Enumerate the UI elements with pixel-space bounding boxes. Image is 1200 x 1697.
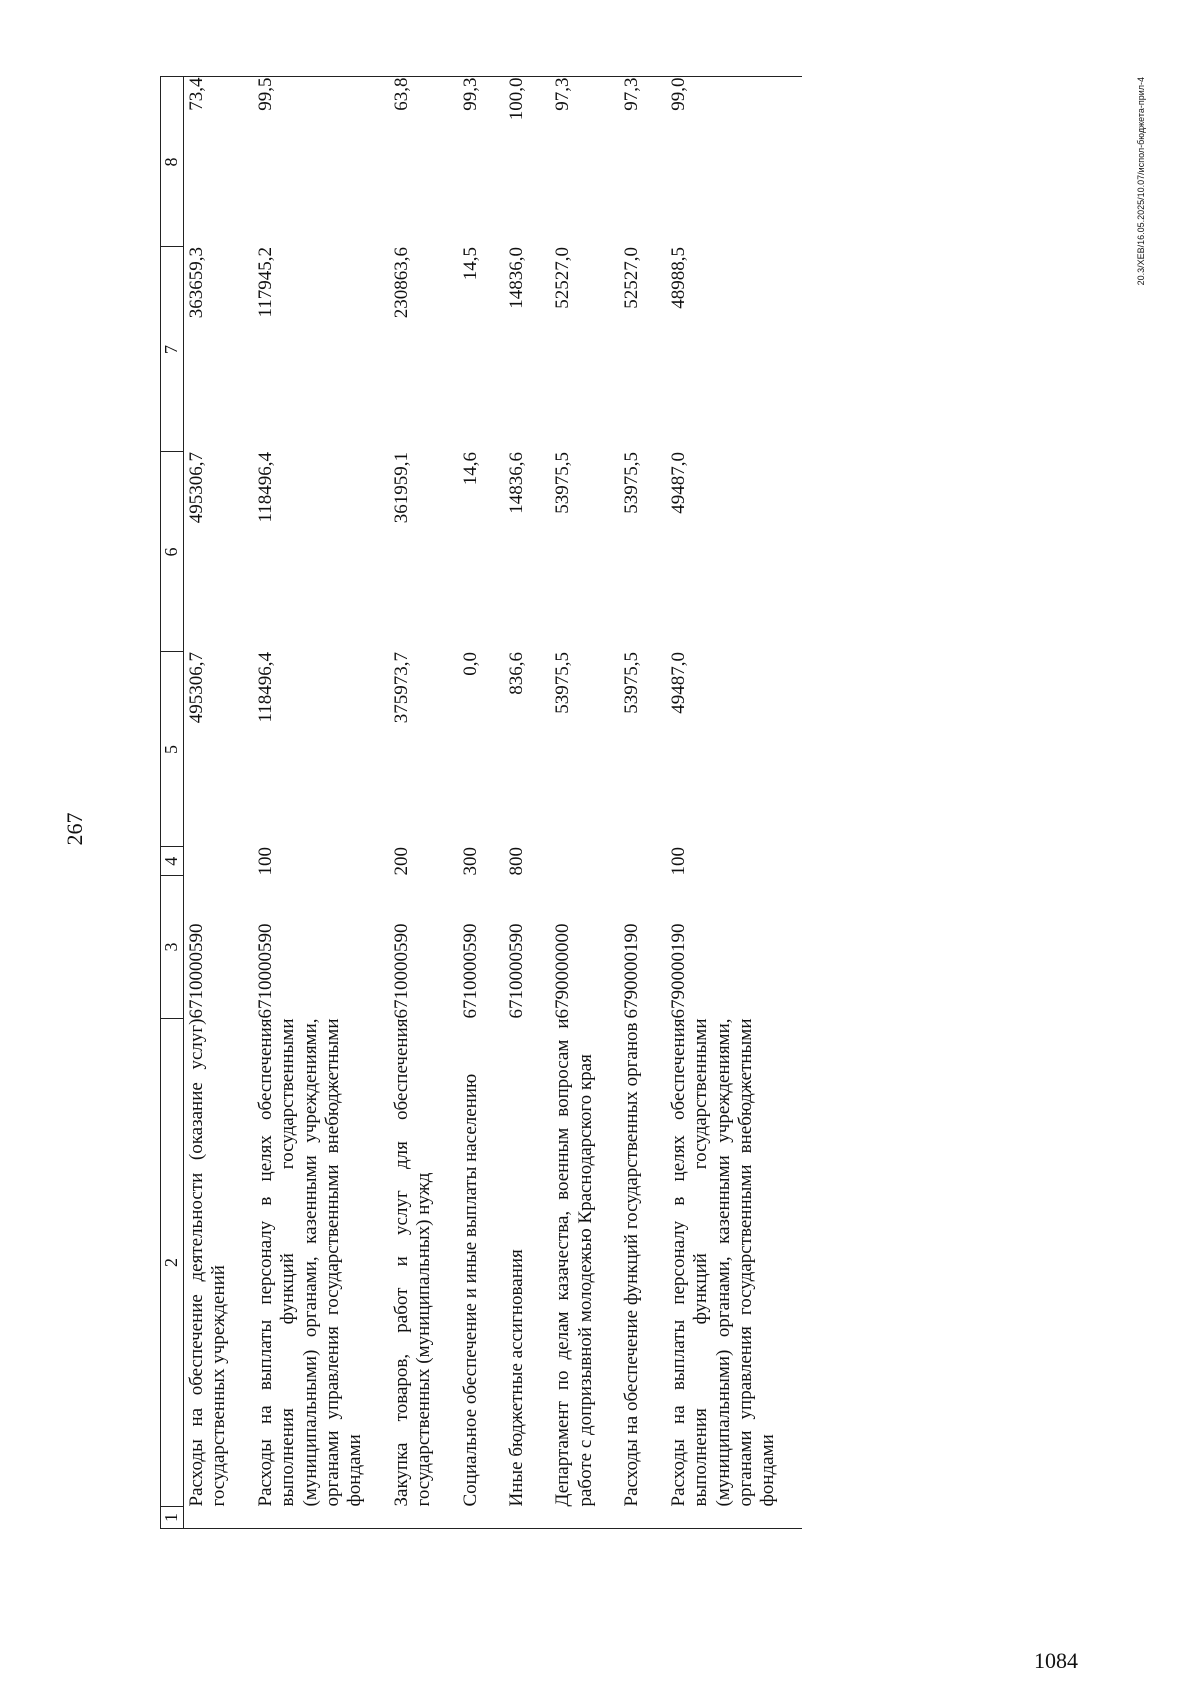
table-row bbox=[619, 77, 665, 1529]
row-col6: 49487,0 bbox=[667, 452, 689, 514]
col-header-7: 7 bbox=[161, 247, 184, 452]
row-name: Закупка товаров, работ и услуг для обеспечения государственных (муниципальных) нужд bbox=[390, 1018, 435, 1507]
row-col8: 73,4 bbox=[184, 77, 253, 247]
row-code: 6710000590 bbox=[186, 923, 207, 1019]
row-col5: 495306,7 bbox=[186, 652, 207, 724]
table-row bbox=[550, 77, 619, 1529]
row-code: 6710000590 bbox=[254, 923, 276, 1019]
col-header-2: 2 bbox=[161, 1019, 184, 1507]
row-code: 6710000590 bbox=[459, 923, 481, 1019]
col-header-8: 8 bbox=[161, 77, 184, 247]
col-header-6: 6 bbox=[161, 452, 184, 652]
col-header-4: 4 bbox=[161, 847, 184, 876]
page-number: 267 bbox=[62, 812, 87, 846]
row-col5: 53975,5 bbox=[552, 652, 574, 714]
row-expense-type bbox=[619, 847, 665, 876]
row-col8: 100,0 bbox=[504, 77, 550, 247]
row-code: 6710000590 bbox=[390, 923, 412, 1019]
row-col7: 363659,3 bbox=[186, 247, 207, 319]
row-col5: 53975,5 bbox=[621, 652, 643, 714]
row-name: Расходы на обеспечение деятельности (оказание услуг) государственных учреждений bbox=[186, 1018, 230, 1507]
row-col6: 14,6 bbox=[459, 452, 481, 486]
row-col5: 49487,0 bbox=[667, 652, 689, 714]
row-code: 6790000000 bbox=[552, 923, 574, 1019]
row-col7: 230863,6 bbox=[390, 247, 412, 319]
row-name: Расходы на выплаты персоналу в целях обеспечения выполнения функций государственными (муниципальными) органами, казенными учреждениями, органами управления государственными внебюджетными фондами bbox=[667, 1018, 779, 1507]
row-col7: 52527,0 bbox=[552, 247, 574, 309]
header-row bbox=[161, 77, 184, 1529]
row-col6: 53975,5 bbox=[552, 452, 574, 514]
row-name: Департамент по делам казачества, военным вопросам и работе с допризывной молодежью Краснодарского края bbox=[552, 1018, 596, 1507]
row-code: 6790000190 bbox=[667, 923, 689, 1019]
row-col8: 97,3 bbox=[550, 77, 619, 247]
row-col7: 117945,2 bbox=[254, 247, 276, 318]
row-col5: 0,0 bbox=[459, 652, 481, 676]
row-col7: 14,5 bbox=[459, 247, 481, 281]
row-col5: 836,6 bbox=[506, 652, 528, 695]
row-code: 6710000590 bbox=[506, 923, 528, 1019]
row-name: Иные бюджетные ассигнования bbox=[506, 1249, 528, 1507]
row-expense-type: 100 bbox=[667, 847, 689, 876]
row-col6: 53975,5 bbox=[621, 452, 643, 514]
table-row bbox=[184, 77, 253, 1529]
table-row bbox=[504, 77, 550, 1529]
row-col8: 97,3 bbox=[619, 77, 665, 247]
row-name: Социальное обеспечение и иные выплаты населению bbox=[459, 1073, 481, 1507]
budget-table bbox=[160, 77, 802, 1530]
col-header-5: 5 bbox=[161, 652, 184, 847]
row-expense-type bbox=[184, 847, 253, 876]
row-col8: 99,5 bbox=[253, 77, 389, 247]
row-col7: 48988,5 bbox=[667, 247, 689, 309]
row-expense-type: 100 bbox=[254, 847, 276, 876]
table-row bbox=[389, 77, 458, 1529]
sheet-number: 1084 bbox=[1034, 1648, 1078, 1673]
row-col7: 52527,0 bbox=[621, 247, 643, 309]
row-col5: 375973,7 bbox=[390, 652, 412, 724]
row-col8: 99,3 bbox=[458, 77, 504, 247]
table-row bbox=[253, 77, 389, 1529]
row-expense-type bbox=[550, 847, 619, 876]
row-col8: 63,8 bbox=[389, 77, 458, 247]
row-name: Расходы на выплаты персоналу в целях обеспечения выполнения функций государственными (муниципальными) органами, казенными учреждениями, органами управления государственными внебюджетными фондами bbox=[254, 1018, 366, 1507]
print-identifier: 20.3/ХЕВ/16.05.2025/10.07/испол-бюджета-прил-4 bbox=[1136, 77, 1146, 286]
row-col8: 99,0 bbox=[666, 77, 802, 247]
row-col6: 495306,7 bbox=[186, 452, 207, 524]
row-col6: 118496,4 bbox=[254, 452, 276, 523]
row-expense-type: 800 bbox=[506, 847, 528, 876]
col-header-3: 3 bbox=[161, 876, 184, 1019]
row-col7: 14836,0 bbox=[506, 247, 528, 309]
row-code: 6790000190 bbox=[621, 923, 643, 1019]
row-expense-type: 200 bbox=[390, 847, 412, 876]
row-expense-type: 300 bbox=[459, 847, 481, 876]
row-col5: 118496,4 bbox=[254, 652, 276, 723]
col-header-1: 1 bbox=[161, 1507, 184, 1529]
table-row bbox=[666, 77, 802, 1529]
row-col6: 14836,6 bbox=[506, 452, 528, 514]
row-name: Расходы на обеспечение функций государственных органов bbox=[621, 1022, 643, 1507]
table-row bbox=[458, 77, 504, 1529]
row-col6: 361959,1 bbox=[390, 452, 412, 524]
